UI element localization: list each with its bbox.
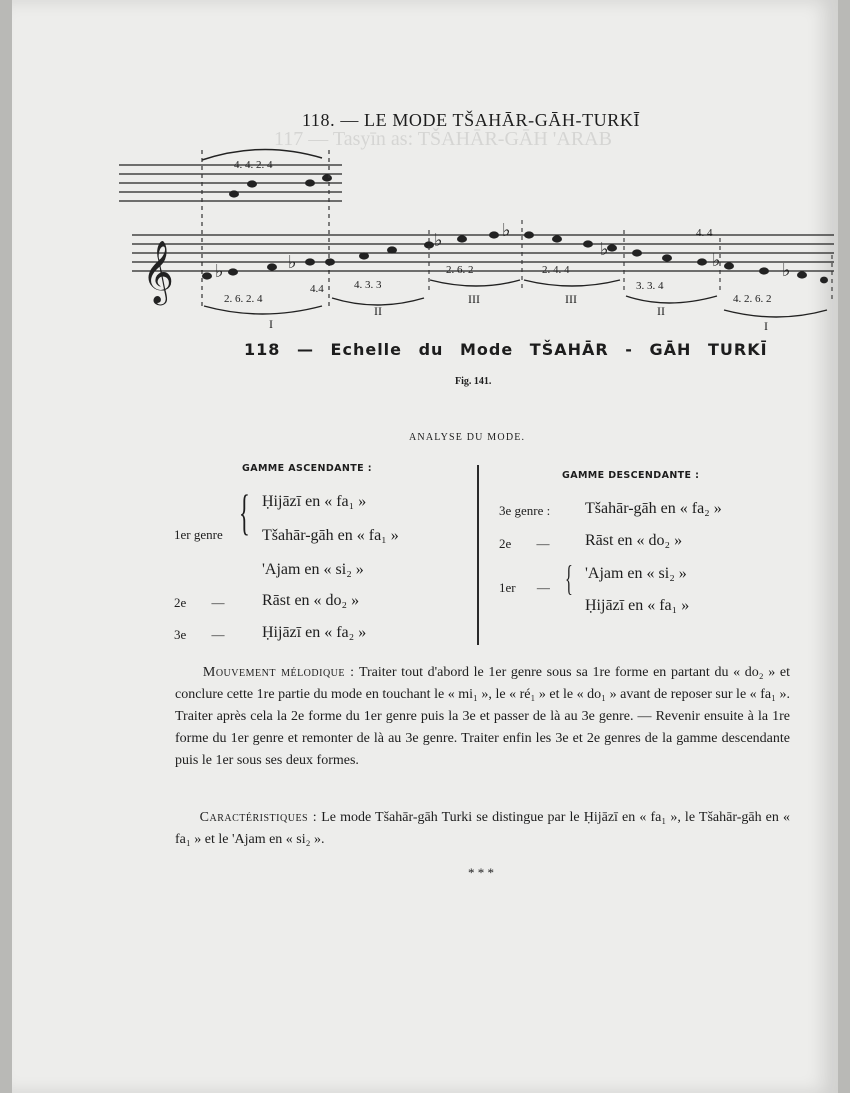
ascending-second: Rāst en « do₂ »	[262, 592, 360, 609]
svg-text:♭: ♭	[782, 260, 791, 280]
svg-text:♭: ♭	[215, 261, 224, 281]
svg-text:I: I	[269, 317, 273, 331]
mouvement-label: Mouvement mélodique :	[202, 665, 355, 680]
descending-heading: GAMME DESCENDANTE :	[562, 470, 700, 481]
tetrachord-dividers	[429, 220, 832, 300]
caracteristiques-label: Caractéristiques :	[199, 810, 318, 825]
analysis-heading: ANALYSE DU MODE.	[409, 432, 526, 443]
svg-text:2. 4. 4: 2. 4. 4	[542, 264, 570, 276]
caracteristiques-text: Le mode Tšahār-gāh Turki se distingue par le Ḥijāzī en « fa₁ », le Tšahār-gāh en « fa₁ » et le 'Ajam en « si₂ ».	[175, 810, 791, 847]
bleed-through-text: 117 — Tasyīn as: TŠAHĀR-GĀH 'ARAB	[274, 128, 612, 150]
caracteristiques-paragraph	[175, 807, 790, 851]
upper-fingering: 4. 4. 2. 4	[234, 159, 273, 171]
svg-text:♭: ♭	[288, 252, 297, 272]
musical-scale-staff	[12, 0, 838, 340]
ascending-row-1: Ḥijāzī en « fa₁ »	[262, 493, 367, 510]
book-page	[12, 0, 838, 1093]
ascending-second-label: 2e —	[174, 595, 225, 610]
ascending-third-label: 3e —	[174, 627, 225, 642]
svg-text:♭: ♭	[502, 220, 511, 240]
section-end-mark: * * *	[468, 865, 494, 880]
page-title: 118. — LE MODE TŠAHĀR-GĀH-TURKĪ	[302, 110, 641, 130]
column-divider	[477, 465, 479, 645]
svg-text:4. 3. 3: 4. 3. 3	[354, 279, 382, 291]
ascending-row-3: 'Ajam en « si₂ »	[262, 561, 364, 578]
svg-text:♭: ♭	[712, 250, 721, 270]
descending-first-label: 1er —	[499, 580, 550, 595]
treble-clef-icon: 𝄞	[142, 242, 174, 302]
mouvement-paragraph	[175, 662, 790, 772]
svg-text:4.4: 4.4	[310, 283, 324, 295]
ascending-brace: {	[239, 484, 250, 540]
svg-text:3. 3. 4: 3. 3. 4	[636, 280, 664, 292]
first-genre-label: 1er genre	[174, 527, 223, 542]
descending-first-1: 'Ajam en « si₂ »	[585, 565, 687, 582]
svg-text:II: II	[657, 304, 665, 318]
descending-third-label: 3e genre :	[499, 503, 551, 518]
figure-number: Fig. 141.	[455, 376, 492, 387]
svg-text:2. 6. 2: 2. 6. 2	[446, 264, 474, 276]
svg-text:4. 4: 4. 4	[696, 227, 713, 239]
svg-text:I: I	[764, 319, 768, 333]
descending-brace: {	[565, 558, 573, 598]
descending-second-label: 2e —	[499, 536, 550, 551]
descending-second: Rāst en « do₂ »	[585, 532, 683, 549]
svg-text:II: II	[374, 304, 382, 318]
svg-text:4. 2. 6. 2: 4. 2. 6. 2	[733, 293, 772, 305]
descending-third: Tšahār-gāh en « fa₂ »	[585, 500, 722, 517]
roman-numerals	[269, 292, 768, 333]
descending-first-2: Ḥijāzī en « fa₁ »	[585, 597, 690, 614]
upper-notes	[229, 174, 332, 197]
lower-fingerings	[224, 227, 772, 305]
svg-text:III: III	[468, 292, 480, 306]
svg-text:♭: ♭	[600, 239, 609, 259]
mouvement-text: Traiter tout d'abord le 1er genre sous sa 1re forme en partant du « do₂ » et conclure cette 1re partie du mode en touchant le « mi₁ », le « ré₁ » et le « do₁ » avant de reposer sur le « fa₁ ». Traiter après cela la 2e forme du 1er genre puis la 3e et passer de là au 3e genre. — Revenir ensuite à la 1re forme du 1er genre et remonter de là au 3e genre. Traiter enfin les 3e et 2e genres de la gamme descendante puis le 1er sous ses deux formes.	[175, 665, 791, 768]
ascending-third: Ḥijāzī en « fa₂ »	[262, 624, 367, 641]
ascending-heading: GAMME ASCENDANTE :	[242, 463, 372, 474]
ascending-row-2: Tšahār-gāh en « fa₁ »	[262, 527, 399, 544]
svg-text:III: III	[565, 292, 577, 306]
figure-caption: 118 — Echelle du Mode TŠAHĀR - GĀH TURKĪ	[244, 340, 768, 359]
svg-text:♭: ♭	[434, 230, 443, 250]
svg-text:2. 6. 2. 4: 2. 6. 2. 4	[224, 293, 263, 305]
